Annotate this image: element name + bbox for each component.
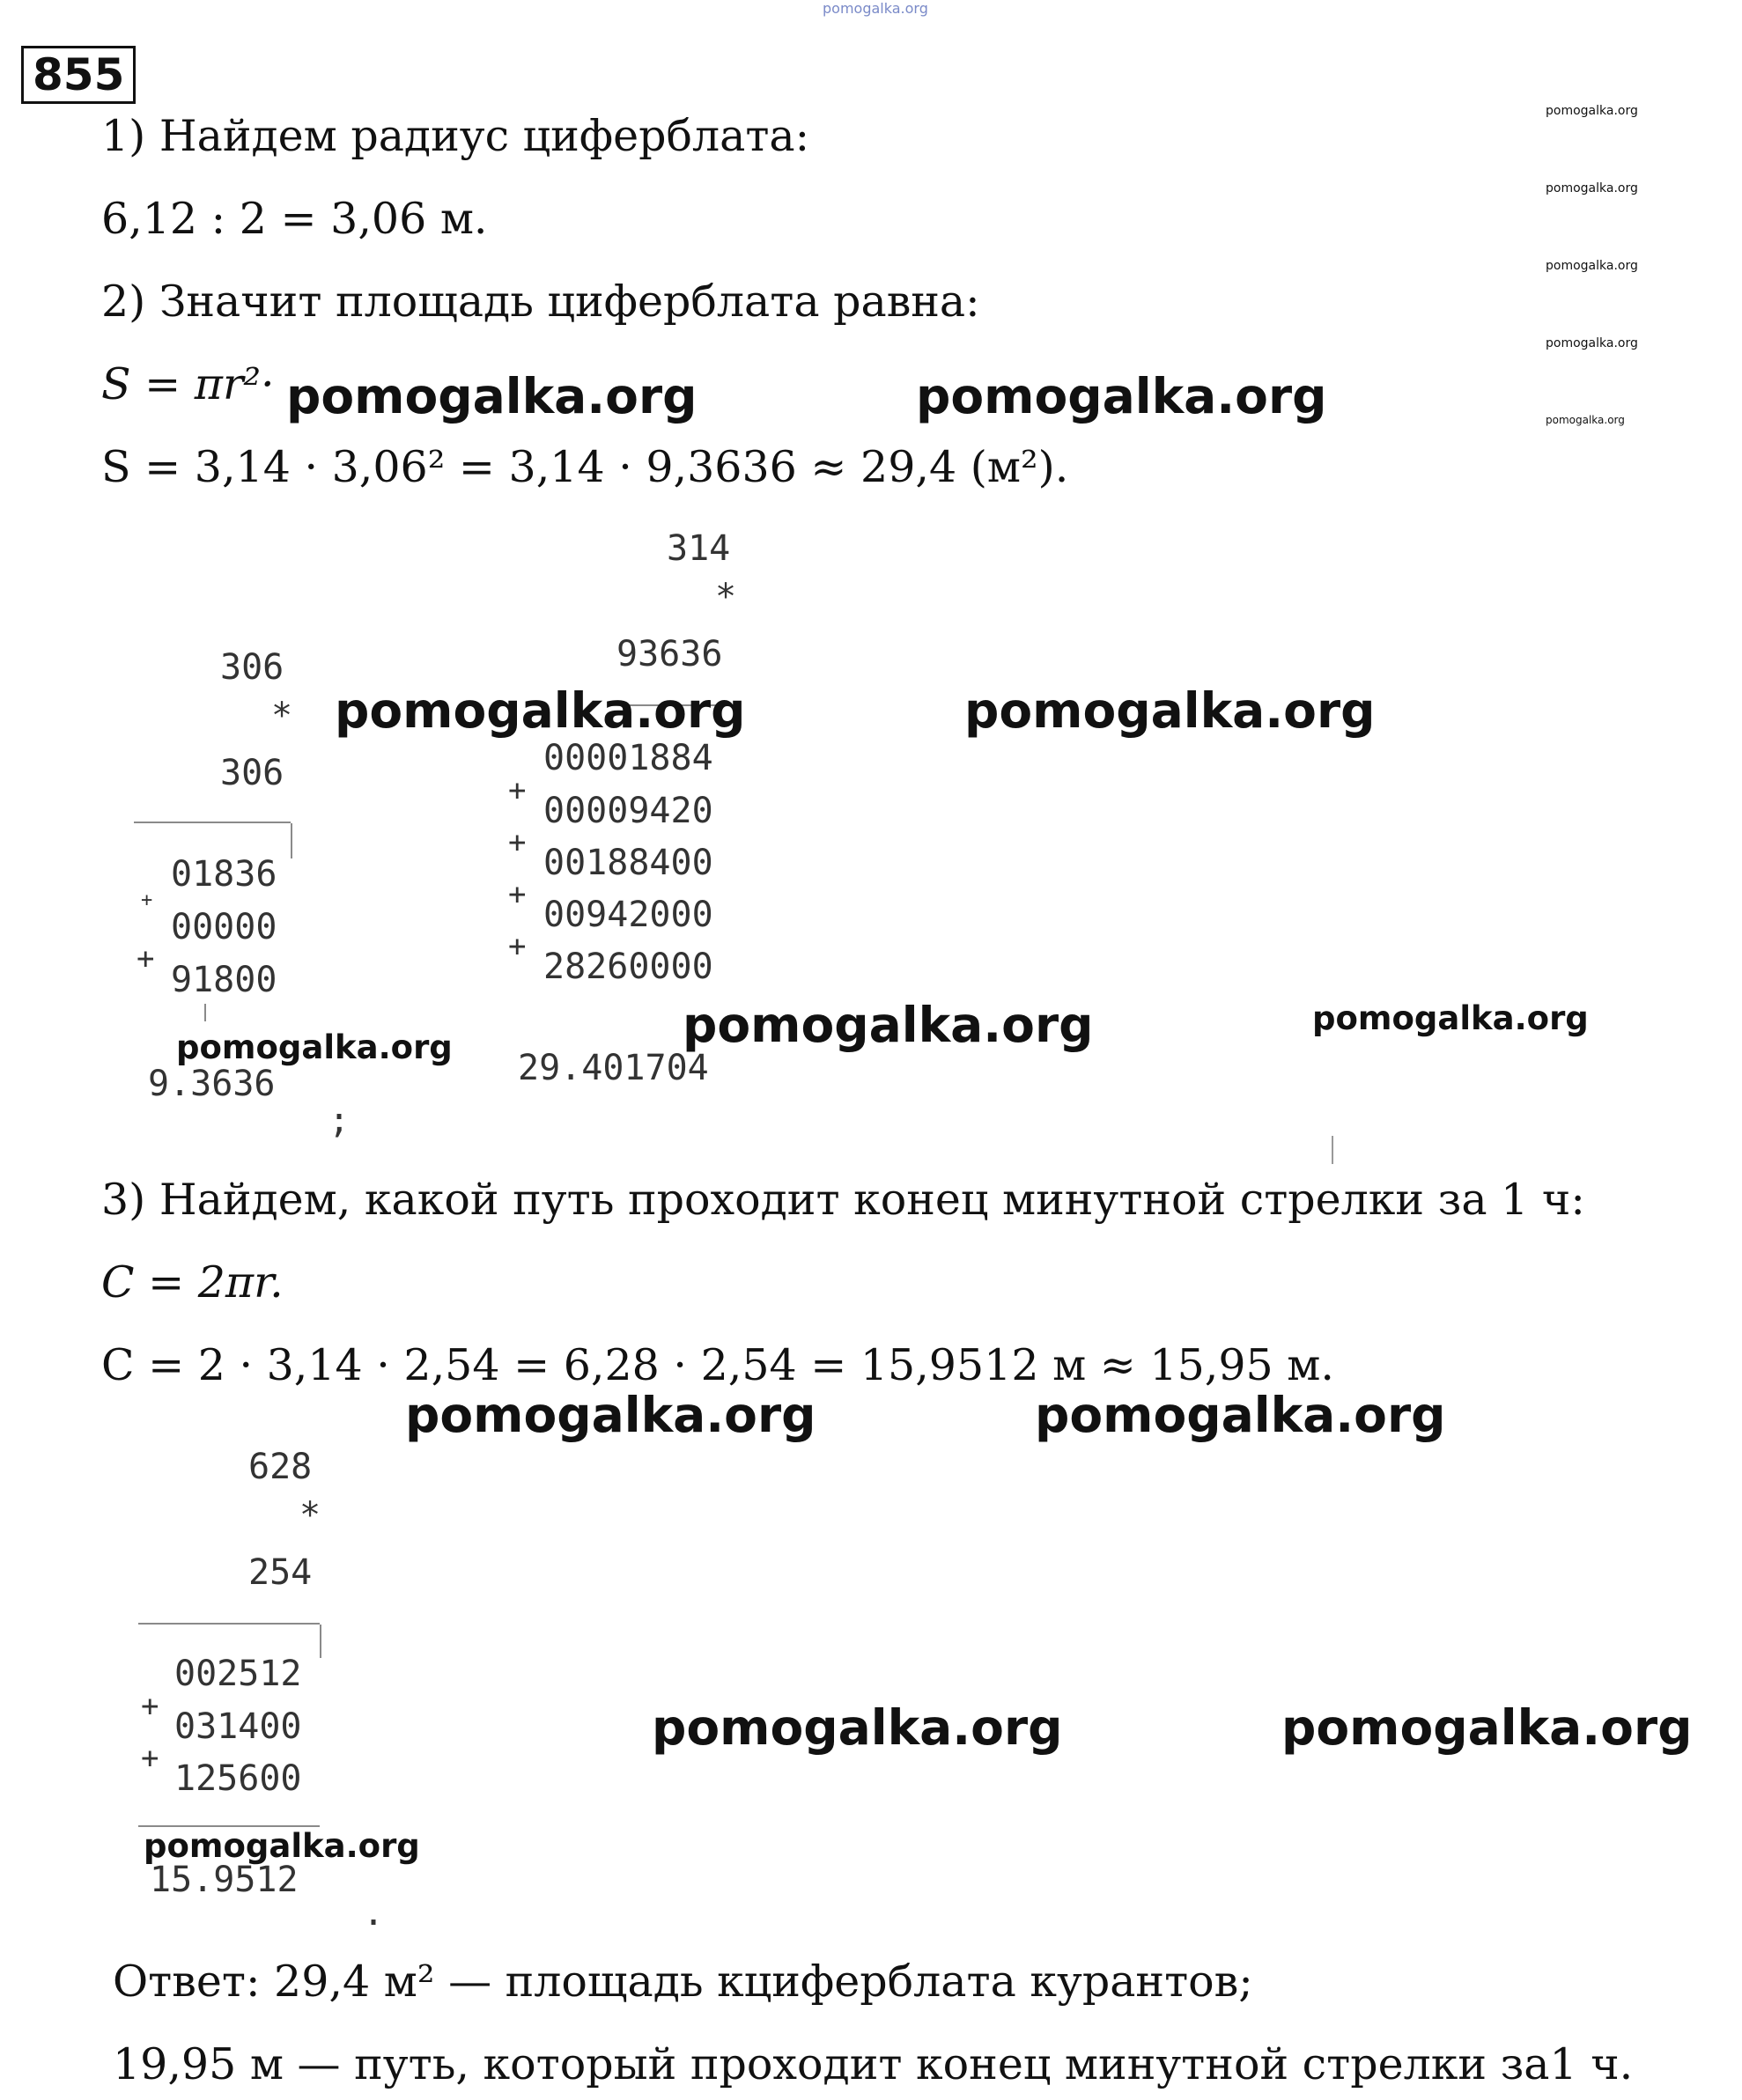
watermark: pomogalka.org: [916, 368, 1327, 424]
mult1-trailing: ;: [328, 1101, 351, 1141]
mult3-partial: 125600: [174, 1758, 302, 1799]
watermark: pomogalka.org: [652, 1699, 1063, 1756]
plus-sign: +: [141, 1741, 159, 1776]
side-watermark: pomogalka.org: [1546, 414, 1625, 426]
mult1-op: *: [271, 696, 293, 736]
mult3-trailing: .: [363, 1893, 385, 1934]
mult1-mark: [204, 1004, 206, 1021]
mult3-partial: 002512: [174, 1654, 302, 1694]
mult2-result: 29.401704: [518, 1048, 709, 1088]
mult2-partial: 00009420: [543, 791, 713, 831]
watermark: pomogalka.org: [286, 368, 698, 424]
answer-line-1: Ответ: 29,4 м² — площадь кциферблата курантов;: [113, 1956, 1253, 2007]
mult2-b: 93636: [616, 634, 723, 674]
mult1-b: 306: [220, 753, 284, 793]
mult2-a: 314: [667, 528, 731, 569]
watermark: pomogalka.org: [144, 1827, 420, 1865]
step2-text: 2) Значит площадь циферблата равна:: [101, 276, 980, 327]
mult2-partial: 28260000: [543, 947, 713, 987]
watermark: pomogalka.org: [176, 1028, 453, 1066]
area-calc: S = 3,14 · 3,06² = 3,14 · 9,3636 ≈ 29,4 (м²).: [101, 442, 1069, 492]
mult1-partial: 91800: [171, 960, 277, 1000]
plus-sign: +: [141, 1689, 159, 1724]
watermark: pomogalka.org: [1035, 1387, 1446, 1443]
area-formula: S = πr²·: [101, 359, 275, 409]
plus-sign: +: [141, 889, 153, 911]
watermark: pomogalka.org: [405, 1387, 816, 1443]
step1-calc: 6,12 : 2 = 3,06 м.: [101, 194, 488, 244]
stray-mark: [1332, 1136, 1333, 1164]
mult1-rule-tick: [291, 823, 292, 858]
plus-sign: +: [508, 929, 527, 964]
mult2-op: *: [715, 577, 737, 617]
watermark: pomogalka.org: [1312, 999, 1589, 1037]
mult3-partial: 031400: [174, 1706, 302, 1747]
mult2-partial: 00942000: [543, 895, 713, 935]
mult3-rule: [138, 1623, 320, 1625]
mult1-result: 9.3636: [148, 1064, 276, 1104]
mult2-partial: 00001884: [543, 738, 713, 778]
side-watermark: pomogalka.org: [1546, 104, 1638, 118]
mult1-rule: [134, 822, 291, 823]
mult1-partial: 00000: [171, 907, 277, 947]
side-watermark: pomogalka.org: [1546, 336, 1638, 350]
top-watermark: pomogalka.org: [823, 0, 928, 17]
mult2-partial: 00188400: [543, 843, 713, 883]
watermark: pomogalka.org: [1281, 1699, 1693, 1756]
watermark: pomogalka.org: [683, 997, 1094, 1053]
step3-text: 3) Найдем, какой путь проходит конец минутной стрелки за 1 ч:: [101, 1175, 1585, 1225]
mult3-a: 628: [248, 1447, 313, 1487]
plus-sign: +: [508, 773, 527, 808]
problem-number: 855: [21, 46, 136, 104]
side-watermark: pomogalka.org: [1546, 181, 1638, 195]
mult3-op: *: [299, 1495, 321, 1536]
step1-text: 1) Найдем радиус циферблата:: [101, 111, 810, 161]
plus-sign: +: [137, 941, 155, 976]
mult3-result: 15.9512: [150, 1860, 299, 1900]
mult1-a: 306: [220, 647, 284, 688]
mult3-rule-tick: [320, 1625, 321, 1658]
mult1-partial: 01836: [171, 854, 277, 895]
mult3-b: 254: [248, 1552, 313, 1593]
watermark: pomogalka.org: [335, 682, 746, 739]
plus-sign: +: [508, 877, 527, 912]
plus-sign: +: [508, 825, 527, 860]
watermark: pomogalka.org: [964, 682, 1376, 739]
answer-line-2: 19,95 м — путь, который проходит конец минутной стрелки за1 ч.: [113, 2039, 1634, 2089]
circ-calc: C = 2 · 3,14 · 2,54 = 6,28 · 2,54 = 15,9512 м ≈ 15,95 м.: [101, 1340, 1334, 1390]
side-watermark: pomogalka.org: [1546, 259, 1638, 273]
circ-formula: C = 2πr.: [101, 1257, 284, 1308]
